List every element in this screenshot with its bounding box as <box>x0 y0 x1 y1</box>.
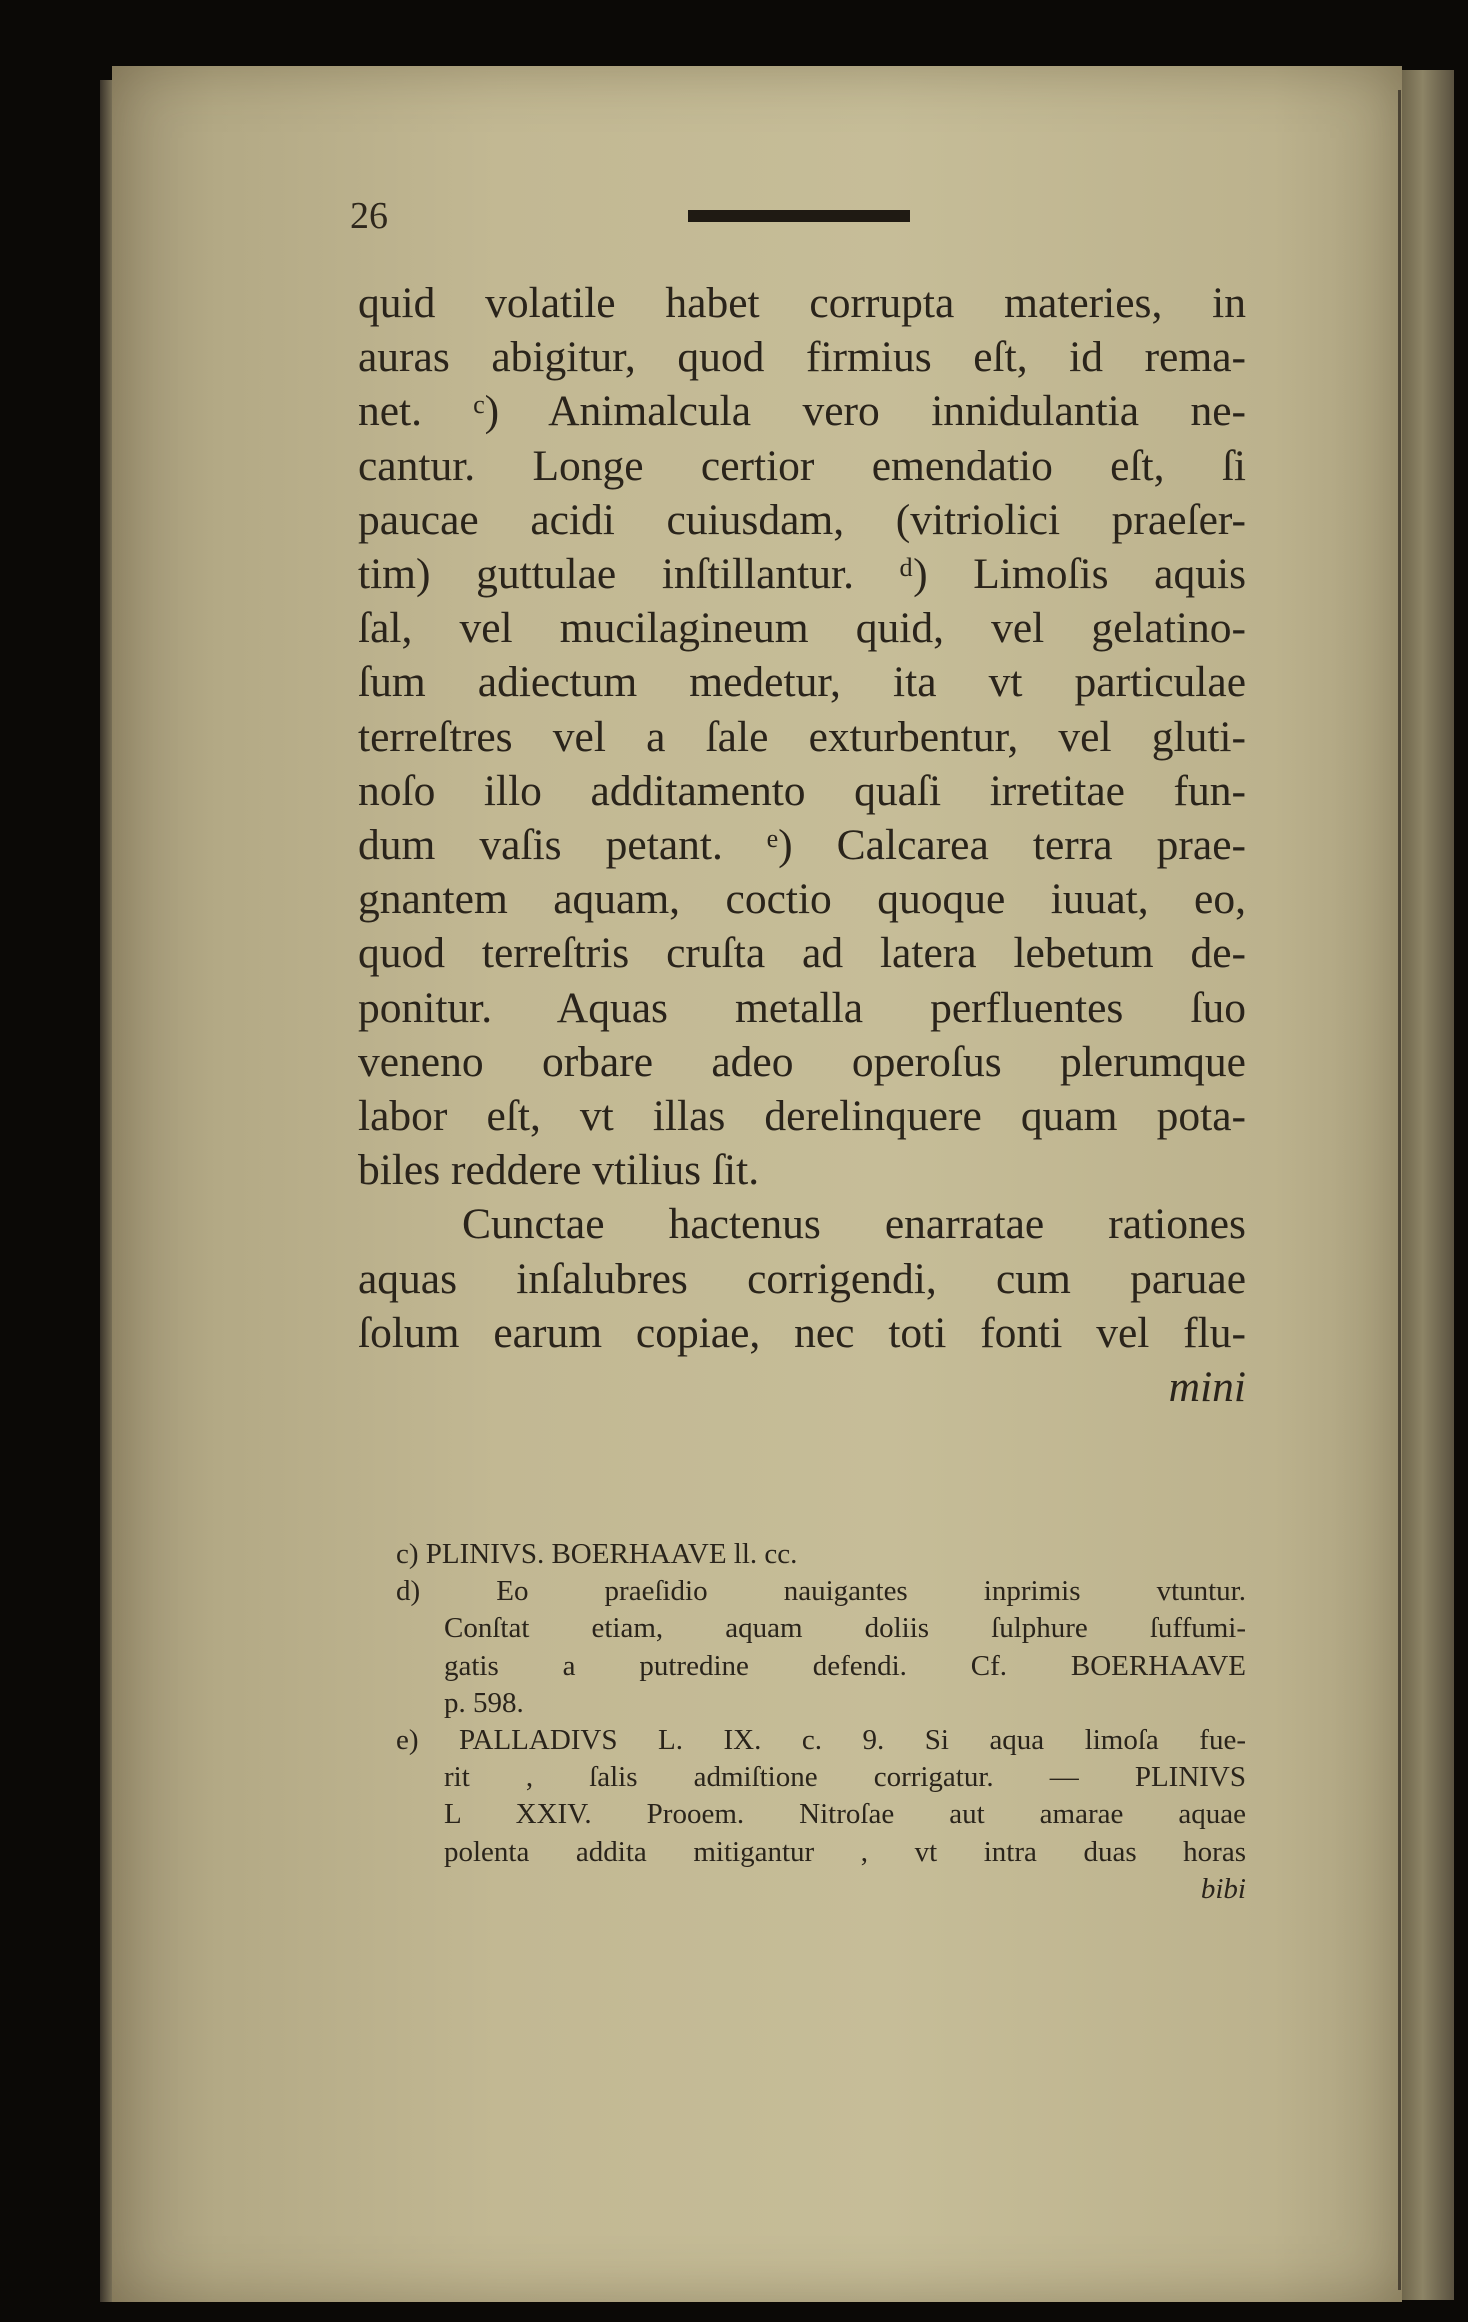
text-line: biles reddere vtilius ſit. <box>358 1146 760 1195</box>
footnote-line: p. 598. <box>444 1686 524 1719</box>
text-line: paucae acidi cuiusdam, (vitriolici praeſer- <box>358 495 1246 544</box>
footnote-d: d) Eo praeſidio nauigantes inprimis vtuntur. <box>396 1575 1246 1608</box>
text-line: net. ᶜ) Animalcula vero innidulantia ne- <box>358 387 1246 436</box>
text-line: ſum adiectum medetur, ita vt particulae <box>358 658 1246 707</box>
text-line: quod terreſtris cruſta ad latera lebetum de- <box>358 929 1246 978</box>
paragraph-start-line: Cunctae hactenus enarratae rationes <box>462 1200 1246 1249</box>
footnote-c: c) PLINIVS. BOERHAAVE ll. cc. <box>396 1538 798 1570</box>
text-line: ſolum earum copiae, nec toti fonti vel flu- <box>358 1308 1246 1357</box>
footnote-line: gatis a putredine defendi. Cf. BOERHAAVE <box>444 1649 1246 1682</box>
text-line: quid volatile habet corrupta materies, in <box>358 279 1246 327</box>
text-line: cantur. Longe certior emendatio eſt, ſi <box>358 441 1246 490</box>
body-text <box>358 276 1246 1414</box>
footnote-catchword: bibi <box>1200 1872 1246 1905</box>
text-line: labor eſt, vt illas derelinquere quam pota- <box>358 1092 1246 1141</box>
catchword: mini <box>1168 1363 1246 1412</box>
footnotes <box>396 1536 1246 1908</box>
footnote-line: Conſtat etiam, aquam doliis ſulphure ſuffumi- <box>444 1612 1246 1645</box>
text-line: ſal, vel mucilagineum quid, vel gelatino- <box>358 604 1246 653</box>
text-line: noſo illo additamento quaſi irretitae fun- <box>358 766 1246 815</box>
facing-page-edge <box>1402 70 1454 2300</box>
text-line: dum vaſis petant. ᵉ) Calcarea terra prae- <box>358 821 1246 870</box>
page-number: 26 <box>350 195 388 237</box>
footnote-line: rit , ſalis admiſtione corrigatur. — PLINIVS <box>444 1761 1246 1794</box>
page-gutter <box>1398 90 1401 2290</box>
text-line: tim) guttulae inſtillantur. ᵈ) Limoſis aquis <box>358 550 1246 599</box>
header-ornament-rule <box>688 210 910 222</box>
footnote-line: polenta addita mitigantur , vt intra duas horas <box>444 1835 1246 1868</box>
text-line: veneno orbare adeo operoſus plerumque <box>358 1037 1246 1086</box>
text-line: terreſtres vel a ſale exturbentur, vel gluti- <box>358 712 1246 761</box>
text-line: aquas inſalubres corrigendi, cum paruae <box>358 1254 1246 1303</box>
footnote-line: L XXIV. Prooem. Nitroſae aut amarae aquae <box>444 1798 1246 1831</box>
text-line: gnantem aquam, coctio quoque iuuat, eo, <box>358 875 1246 924</box>
text-line: auras abigitur, quod firmius eſt, id rema- <box>358 333 1246 382</box>
footnote-e: e) PALLADIVS L. IX. c. 9. Si aqua limoſa fue- <box>396 1724 1246 1757</box>
text-line: ponitur. Aquas metalla perfluentes ſuo <box>358 983 1246 1032</box>
